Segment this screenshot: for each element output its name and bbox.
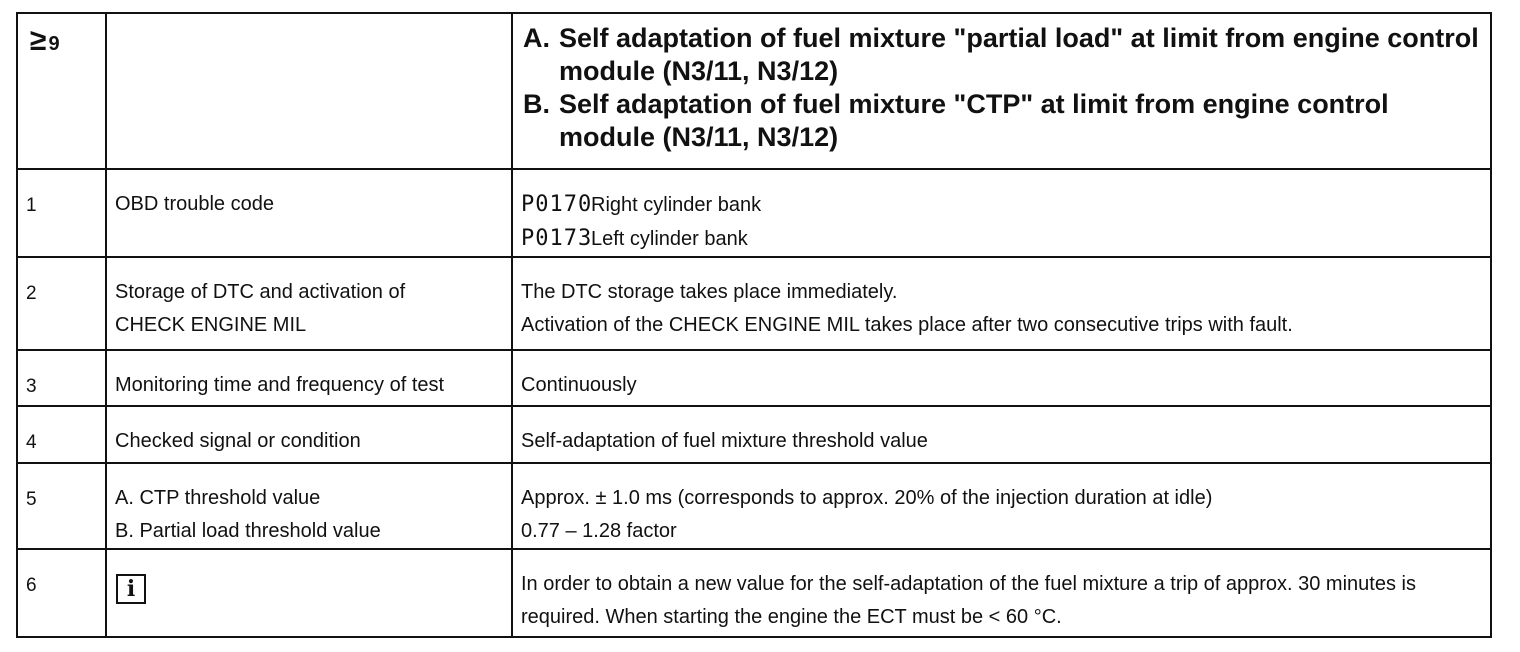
heading-letter: B. [523,89,550,119]
header-title-cell [512,13,1491,169]
row-number: 2 [26,283,37,304]
section-symbol [18,14,105,59]
row-number: 6 [26,575,37,596]
heading-item-b [523,88,1480,154]
table-row [17,463,1491,549]
value-line: required. When starting the engine the ECT must be < 60 °C. [521,606,1062,628]
label-line: B. Partial load threshold value [115,520,381,542]
value-line: In order to obtain a new value for the self-adaptation of the fuel mixture a trip of approx. 30 minutes is [521,573,1416,595]
value-text: Left cylinder bank [591,228,748,250]
row-value [513,407,1490,458]
row-value [513,170,1490,256]
value-line: Activation of the CHECK ENGINE MIL takes place after two consecutive trips with fault. [521,314,1293,336]
table-row [17,257,1491,350]
table-row [17,406,1491,463]
label-line: A. CTP threshold value [115,487,321,509]
value-line [521,222,1484,256]
value-line: 0.77 – 1.28 factor [521,520,677,542]
greater-equal-icon: ≥ [30,24,47,57]
value-line: Continuously [521,374,637,396]
label-line: Storage of DTC and activation of [115,281,406,303]
row-label [107,170,511,221]
row-label [107,550,511,607]
row-value [513,464,1490,548]
section-number: 9 [48,33,60,55]
table-row [17,169,1491,257]
row-number: 3 [26,376,37,397]
row-value [513,550,1490,634]
heading-item-a [523,22,1480,88]
diagnostic-table-sheet [16,12,1492,638]
row-value [513,351,1490,402]
table-row [17,350,1491,406]
value-line: Approx. ± 1.0 ms (corresponds to approx. 20% of the injection duration at idle) [521,487,1213,509]
trouble-code: P0173 [521,226,593,251]
row-number: 4 [26,432,37,453]
label-line: Monitoring time and frequency of test [115,374,445,396]
diagnostic-table [16,12,1492,638]
fault-heading [513,14,1490,154]
value-line: The DTC storage takes place immediately. [521,281,898,303]
row-label [107,258,511,342]
label-line: CHECK ENGINE MIL [115,314,307,336]
row-number: 1 [26,195,37,216]
row-value [513,258,1490,342]
table-header-row [17,13,1491,169]
label-line: Checked signal or condition [115,430,361,452]
heading-letter: A. [523,23,550,53]
heading-text: Self adaptation of fuel mixture "partial load" at limit from engine control module (N3/11, N3/12) [559,23,1479,86]
value-line: Self-adaptation of fuel mixture threshold value [521,430,928,452]
value-text: Right cylinder bank [591,194,762,216]
row-number: 5 [26,489,37,510]
table-row [17,549,1491,637]
label-line: OBD trouble code [115,193,274,215]
info-icon: i [116,574,146,604]
row-label [107,407,511,458]
trouble-code: P0170 [521,192,593,217]
row-label [107,464,511,548]
header-symbol-cell [17,13,106,169]
heading-text: Self adaptation of fuel mixture "CTP" at limit from engine control module (N3/11, N3/12) [559,89,1389,152]
row-label [107,351,511,402]
header-empty-cell [106,13,512,169]
value-line [521,188,1484,222]
